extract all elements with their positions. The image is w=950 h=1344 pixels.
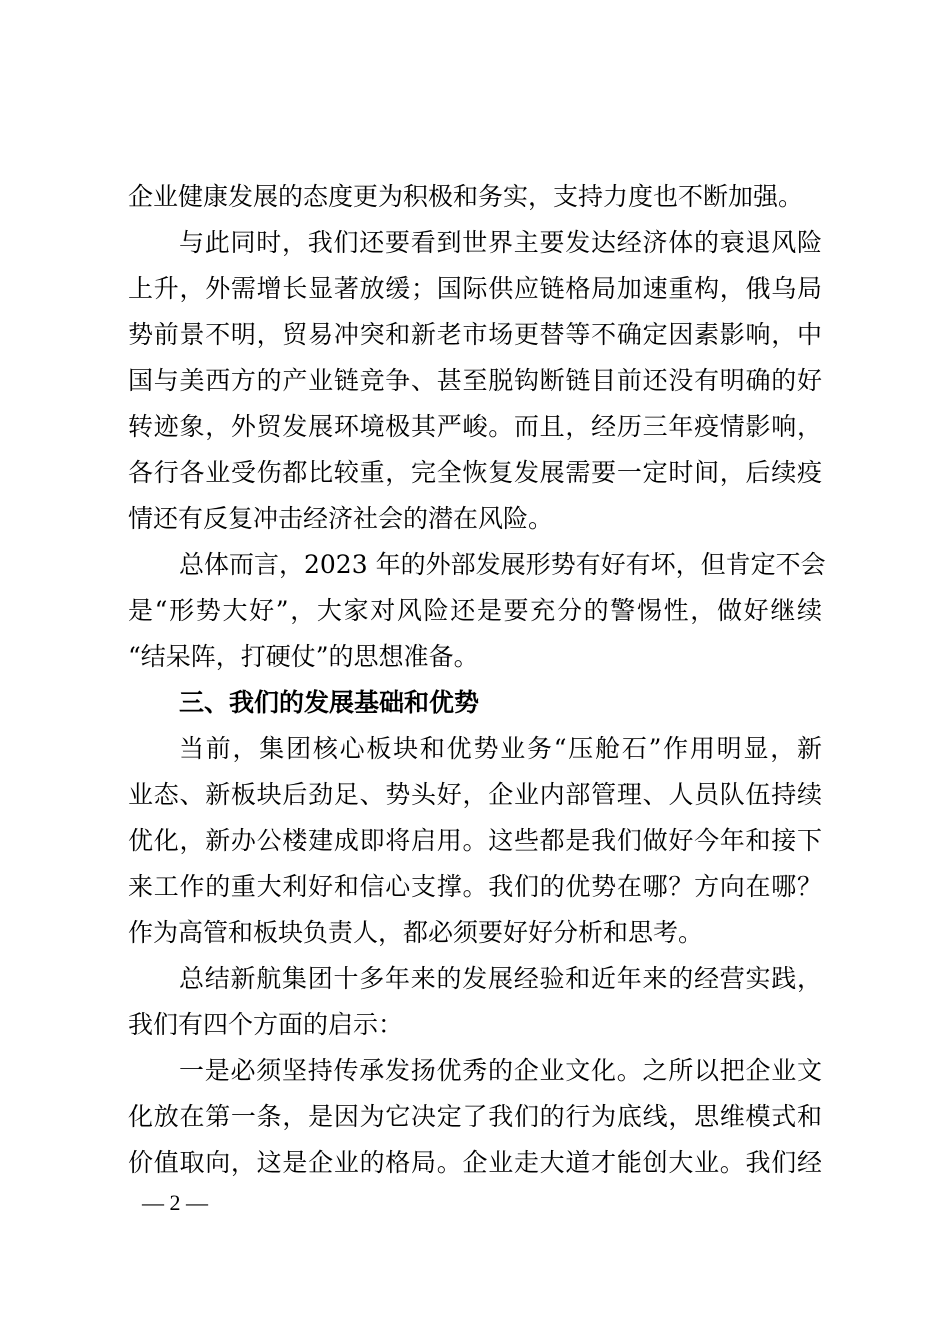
text-line: 总结新航集团十多年来的发展经验和近年来的经营实践，: [179, 964, 822, 993]
text-line: 来工作的重大利好和信心支撑。我们的优势在哪？方向在哪？: [128, 872, 822, 901]
text-line: 是“形势大好”，大家对风险还是要充分的警惕性，做好继续: [128, 596, 822, 625]
text-line: 化放在第一条，是因为它决定了我们的行为底线，思维模式和: [128, 1102, 822, 1131]
text-line: 我们有四个方面的启示：: [128, 1010, 404, 1039]
text-line: 企业健康发展的态度更为积极和务实，支持力度也不断加强。: [128, 182, 804, 211]
text-line: 一是必须坚持传承发扬优秀的企业文化。之所以把企业文: [179, 1056, 822, 1085]
text-line: 情还有反复冲击经济社会的潜在风险。: [128, 504, 554, 533]
text-line: 势前景不明，贸易冲突和新老市场更替等不确定因素影响，中: [128, 320, 822, 349]
text-line: “结呆阵，打硬仗”的思想准备。: [128, 642, 479, 671]
text-line: 各行各业受伤都比较重，完全恢复发展需要一定时间，后续疫: [128, 458, 822, 487]
text-line: 转迹象，外贸发展环境极其严峻。而且，经历三年疫情影响，: [128, 412, 822, 441]
text-line: 当前，集团核心板块和优势业务“压舱石”作用明显，新: [179, 734, 822, 763]
text-line: 作为高管和板块负责人，都必须要好好分析和思考。: [128, 918, 704, 947]
text-line: 优化，新办公楼建成即将启用。这些都是我们做好今年和接下: [128, 826, 822, 855]
text-line: 国与美西方的产业链竞争、甚至脱钩断链目前还没有明确的好: [128, 366, 822, 395]
text-line: 上升，外需增长显著放缓；国际供应链格局加速重构，俄乌局: [128, 274, 822, 303]
section-heading: 三、我们的发展基础和优势: [179, 688, 480, 717]
text-line: 与此同时，我们还要看到世界主要发达经济体的衰退风险: [179, 228, 822, 257]
text-line: 总体而言，2023 年的外部发展形势有好有坏，但肯定不会: [179, 550, 826, 579]
page-number: — 2 —: [142, 1190, 208, 1215]
text-line: 业态、新板块后劲足、势头好，企业内部管理、人员队伍持续: [128, 780, 822, 809]
text-line: 价值取向，这是企业的格局。企业走大道才能创大业。我们经: [128, 1148, 822, 1177]
